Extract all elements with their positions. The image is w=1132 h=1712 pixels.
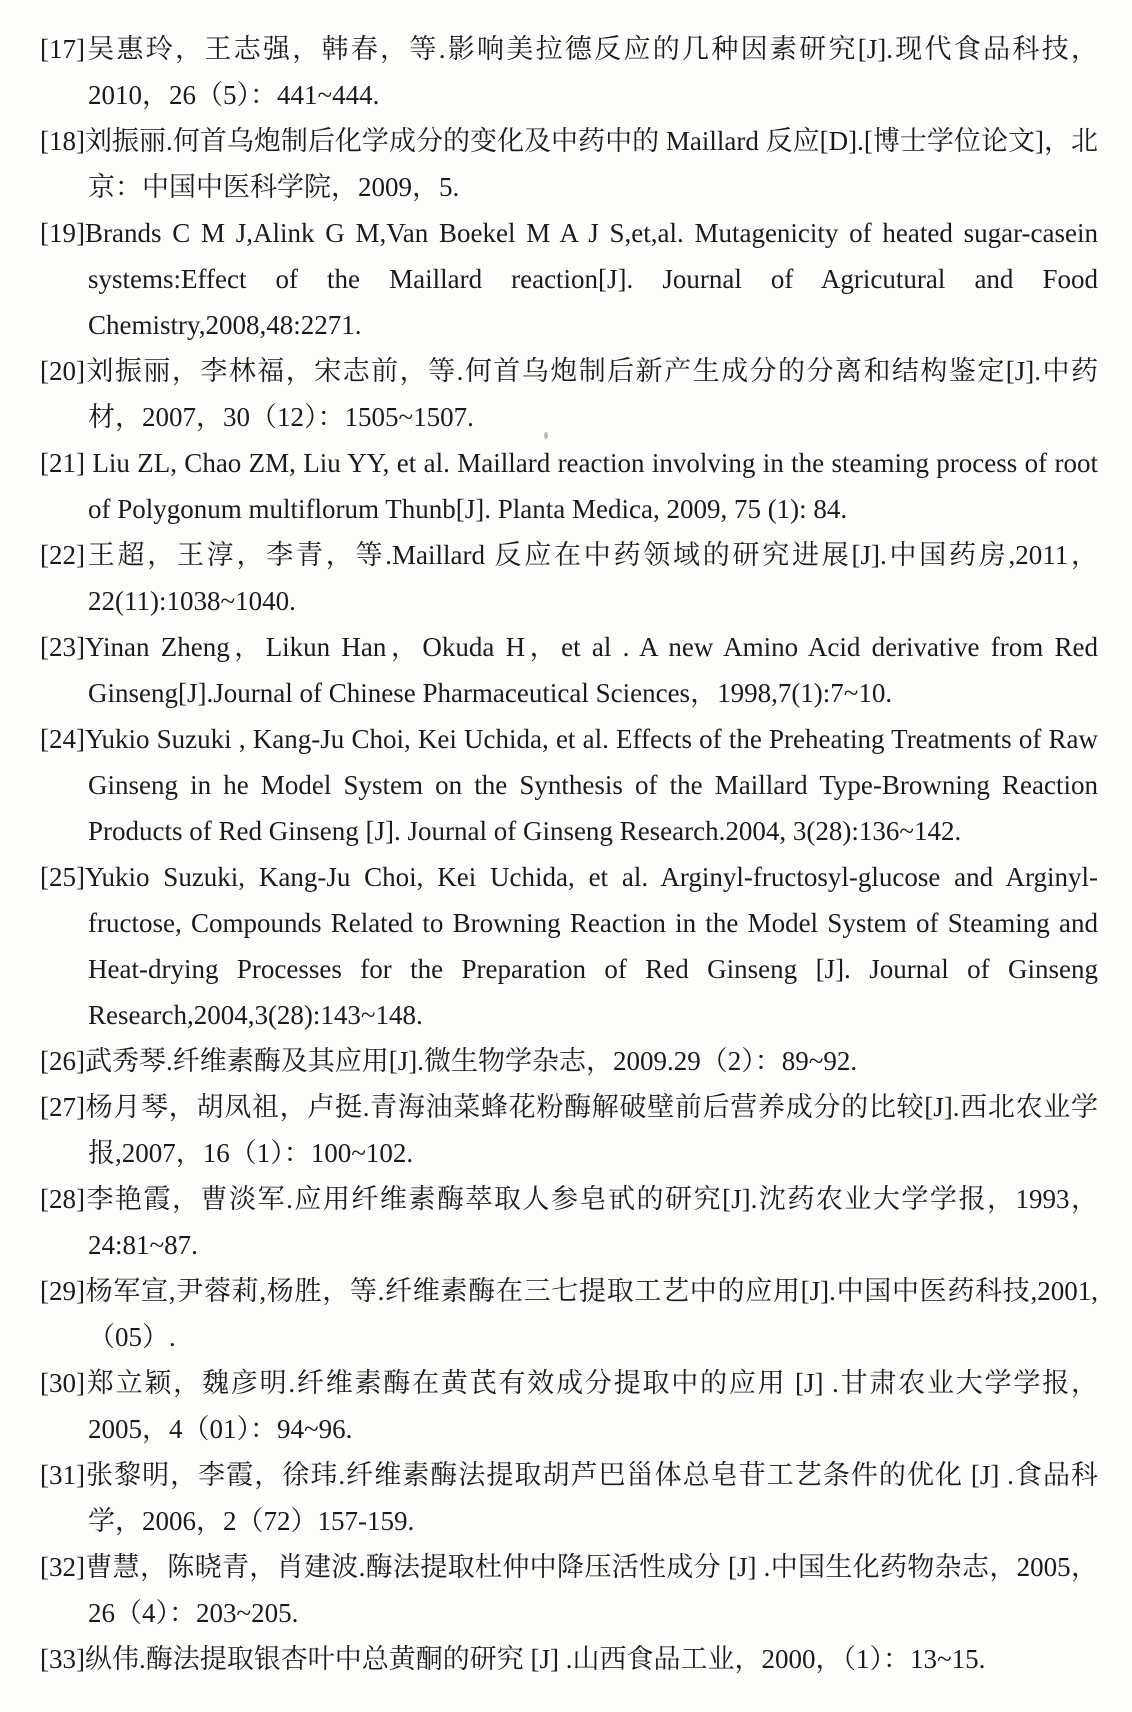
reference-item xyxy=(40,532,1098,624)
reference-label: [18] xyxy=(40,126,85,156)
reference-text: Yukio Suzuki, Kang-Ju Choi, Kei Uchida, et al. Arginyl-fructosyl-glucose and Arginyl-fructose, Compounds Related to Browning Reaction in the Model System of Steaming and Heat-drying Processes for the Preparation of Red Ginseng [J]. Journal of Ginseng Research,2004,3(28):143~148. xyxy=(84,862,1098,1030)
reference-text: 杨军宣,尹蓉莉,杨胜，等.纤维素酶在三七提取工艺中的应用[J].中国中医药科技,2001,（05）. xyxy=(84,1276,1098,1352)
reference-text: Yinan Zheng，Likun Han，Okuda H，et al . A new Amino Acid derivative from Red Ginseng[J].Journal of Chinese Pharmaceutical Sciences，1998,7(1):7~10. xyxy=(84,632,1098,708)
reference-item xyxy=(40,118,1098,210)
reference-label: [22] xyxy=(40,540,85,570)
reference-label: [26] xyxy=(40,1046,85,1076)
reference-item xyxy=(40,1038,1098,1084)
reference-label: [23] xyxy=(40,632,85,662)
reference-label: [33] xyxy=(40,1644,85,1674)
reference-item xyxy=(40,440,1098,532)
reference-text: 张黎明，李霞，徐玮.纤维素酶法提取胡芦巴甾体总皂苷工艺条件的优化 [J] .食品科学，2006，2（72）157-159. xyxy=(84,1460,1098,1536)
reference-label: [19] xyxy=(40,218,85,248)
reference-text: 李艳霞，曹淡军.应用纤维素酶萃取人参皂甙的研究[J].沈药农业大学学报，1993，24:81~87. xyxy=(84,1184,1098,1260)
reference-item xyxy=(40,348,1098,440)
reference-text: 王超，王淳，李青，等.Maillard 反应在中药领域的研究进展[J].中国药房,2011，22(11):1038~1040. xyxy=(84,540,1098,616)
reference-label: [30] xyxy=(40,1368,85,1398)
reference-item xyxy=(40,1176,1098,1268)
reference-item xyxy=(40,26,1098,118)
reference-label: [20] xyxy=(40,356,85,386)
reference-item xyxy=(40,1360,1098,1452)
reference-label: [32] xyxy=(40,1552,85,1582)
reference-text: 武秀琴.纤维素酶及其应用[J].微生物学杂志，2009.29（2）：89~92. xyxy=(84,1046,858,1076)
reference-label: [29] xyxy=(40,1276,85,1306)
reference-label: [31] xyxy=(40,1460,85,1490)
reference-text: 刘振丽，李林福，宋志前，等.何首乌炮制后新产生成分的分离和结构鉴定[J].中药材，2007，30（12）：1505~1507. xyxy=(84,356,1098,432)
reference-item xyxy=(40,1268,1098,1360)
reference-item xyxy=(40,1636,1098,1682)
reference-item xyxy=(40,854,1098,1038)
reference-text: 杨月琴，胡凤祖，卢挺.青海油菜蜂花粉酶解破壁前后营养成分的比较[J].西北农业学报,2007，16（1）：100~102. xyxy=(84,1092,1098,1168)
reference-item xyxy=(40,210,1098,348)
reference-label: [21] xyxy=(40,448,85,478)
reference-item xyxy=(40,624,1098,716)
scan-noise-speck xyxy=(544,432,548,439)
reference-text: Liu ZL, Chao ZM, Liu YY, et al. Maillard reaction involving in the steaming process of root of Polygonum multiflorum Thunb[J]. Planta Medica, 2009, 75 (1): 84. xyxy=(84,448,1098,524)
reference-text: 郑立颖，魏彦明.纤维素酶在黄芪有效成分提取中的应用 [J] .甘肃农业大学学报，2005，4（01）：94~96. xyxy=(84,1368,1098,1444)
reference-text: 刘振丽.何首乌炮制后化学成分的变化及中药中的 Maillard 反应[D].[博士学位论文]，北京：中国中医科学院，2009，5. xyxy=(84,126,1098,202)
reference-item xyxy=(40,1544,1098,1636)
reference-label: [17] xyxy=(40,34,85,64)
reference-text: 吴惠玲，王志强，韩春，等.影响美拉德反应的几种因素研究[J].现代食品科技，2010，26（5）：441~444. xyxy=(84,34,1098,110)
reference-item xyxy=(40,1452,1098,1544)
reference-item xyxy=(40,716,1098,854)
reference-item xyxy=(40,1084,1098,1176)
reference-label: [24] xyxy=(40,724,85,754)
reference-text: 曹慧，陈晓青，肖建波.酶法提取杜仲中降压活性成分 [J] .中国生化药物杂志，2005，26（4）：203~205. xyxy=(84,1552,1098,1628)
reference-label: [25] xyxy=(40,862,85,892)
reference-label: [27] xyxy=(40,1092,85,1122)
reference-label: [28] xyxy=(40,1184,85,1214)
reference-text: Brands C M J,Alink G M,Van Boekel M A J S,et,al. Mutagenicity of heated sugar-casein systems:Effect of the Maillard reaction[J]. Journal of Agricutural and Food Chemistry,2008,48:2271. xyxy=(84,218,1098,340)
reference-text: Yukio Suzuki , Kang-Ju Choi, Kei Uchida, et al. Effects of the Preheating Treatments of Raw Ginseng in he Model System on the Synthesis of the Maillard Type-Browning Reaction Products of Red Ginseng [J]. Journal of Ginseng Research.2004, 3(28):136~142. xyxy=(84,724,1098,846)
reference-text: 纵伟.酶法提取银杏叶中总黄酮的研究 [J] .山西食品工业，2000，（1）：13~15. xyxy=(84,1644,986,1674)
